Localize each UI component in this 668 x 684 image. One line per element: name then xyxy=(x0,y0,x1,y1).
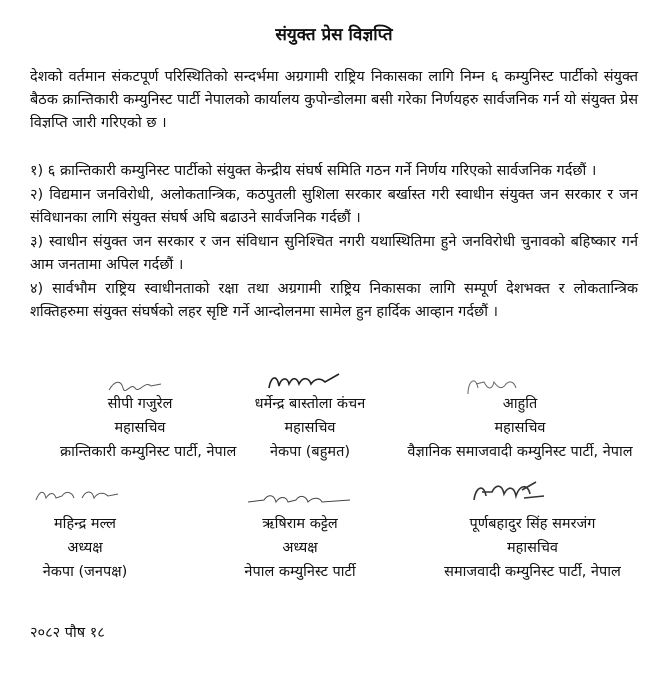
signatory-role: महासचिव xyxy=(114,420,166,436)
decision-item: १) ६ क्रान्तिकारी कम्युनिस्ट पार्टीको संयुक्त केन्द्रीय संघर्ष समिति गठन गर्ने निर्णय गरिएको सार्वजनिक गर्दछौं । xyxy=(30,163,597,179)
signature-bastola-icon xyxy=(263,368,343,394)
signatory-role: महासचिव xyxy=(284,420,336,436)
decision-list xyxy=(30,160,638,325)
signatory-block xyxy=(60,392,237,464)
signatory-role: अध्यक्ष xyxy=(67,540,103,556)
signatory-name: महिन्द्र मल्ल xyxy=(54,516,116,532)
signatory-party: नेकपा (जनपक्ष) xyxy=(42,564,128,580)
signatory-name: पूर्णबहादुर सिंह समरजंग xyxy=(469,516,596,532)
signatory-name: आहुति xyxy=(502,396,538,412)
signature-kattel-icon xyxy=(244,490,354,508)
intro-paragraph: देशको वर्तमान संकटपूर्ण परिस्थितिको सन्दर्भमा अग्रगामी राष्ट्रिय निकासका लागि निम्न ६ कम्युनिस्ट पार्टीको संयुक्त बैठक क्रान्तिकारी कम्युनिस्ट पार्टी नेपालको कार्यालय कुपोन्डोलमा बसी गरेका निर्णयहरु सार्वजनिक गर्न यो संयुक्त प्रेस विज्ञप्ति जारी गरिएको छ । xyxy=(30,69,638,131)
signatory-block xyxy=(405,392,635,464)
decision-item: २) विद्यमान जनविरोधी, अलोकतान्त्रिक, कठपुतली सुशिला सरकार बर्खास्त गरी स्वाधीन संयुक्त जन सरकार र जन संविधानका लागि संयुक्त संघर्ष अघि बढाउने सार्वजनिक गर्दछौं । xyxy=(30,187,638,226)
page-title: संयुक्त प्रेस विज्ञप्ति xyxy=(275,25,393,45)
signatory-role: अध्यक्ष xyxy=(282,540,318,556)
signatory-block xyxy=(225,392,395,464)
signature-malla-icon xyxy=(32,484,122,506)
signatory-name: ऋषिराम कट्टेल xyxy=(262,516,338,532)
signatory-role: महासचिव xyxy=(507,540,558,556)
signatory-party: क्रान्तिकारी कम्युनिस्ट पार्टी, नेपाल xyxy=(60,444,237,460)
decision-item: ३) स्वाधीन संयुक्त जन सरकार र जन संविधान सुनिश्चित नगरी यथास्थितिमा हुने जनविरोधी चुनावको बहिष्कार गर्न आम जनतामा अपिल गर्दछौं । xyxy=(30,234,638,273)
signatory-block xyxy=(425,512,640,584)
signatory-party: वैज्ञानिक समाजवादी कम्युनिस्ट पार्टी, नेपाल xyxy=(407,444,633,460)
signatory-party: नेपाल कम्युनिस्ट पार्टी xyxy=(244,564,356,580)
release-date: २०८२ पौष १८ xyxy=(30,625,105,641)
decision-item: ४) सार्वभौम राष्ट्रिय स्वाधीनताको रक्षा तथा अग्रगामी राष्ट्रिय निकासका लागि सम्पूर्ण देशभक्त र लोकतान्त्रिक शक्तिहरुमा संयुक्त संघर्षको लहर सृष्टि गर्ने आन्दोलनमा सामेल हुन हार्दिक आव्हान गर्दछौं । xyxy=(30,281,638,320)
signatory-block xyxy=(210,512,390,584)
signatory-party: नेकपा (बहुमत) xyxy=(269,444,350,460)
signatory-party: समाजवादी कम्युनिस्ट पार्टी, नेपाल xyxy=(444,564,621,580)
signatory-role: महासचिव xyxy=(494,420,546,436)
signature-samarjang-icon xyxy=(466,478,550,508)
signatory-name: धर्मेन्द्र बास्तोला कंचन xyxy=(254,396,366,412)
signatory-name: सीपी गजुरेल xyxy=(107,396,173,412)
signatory-block xyxy=(20,512,150,584)
